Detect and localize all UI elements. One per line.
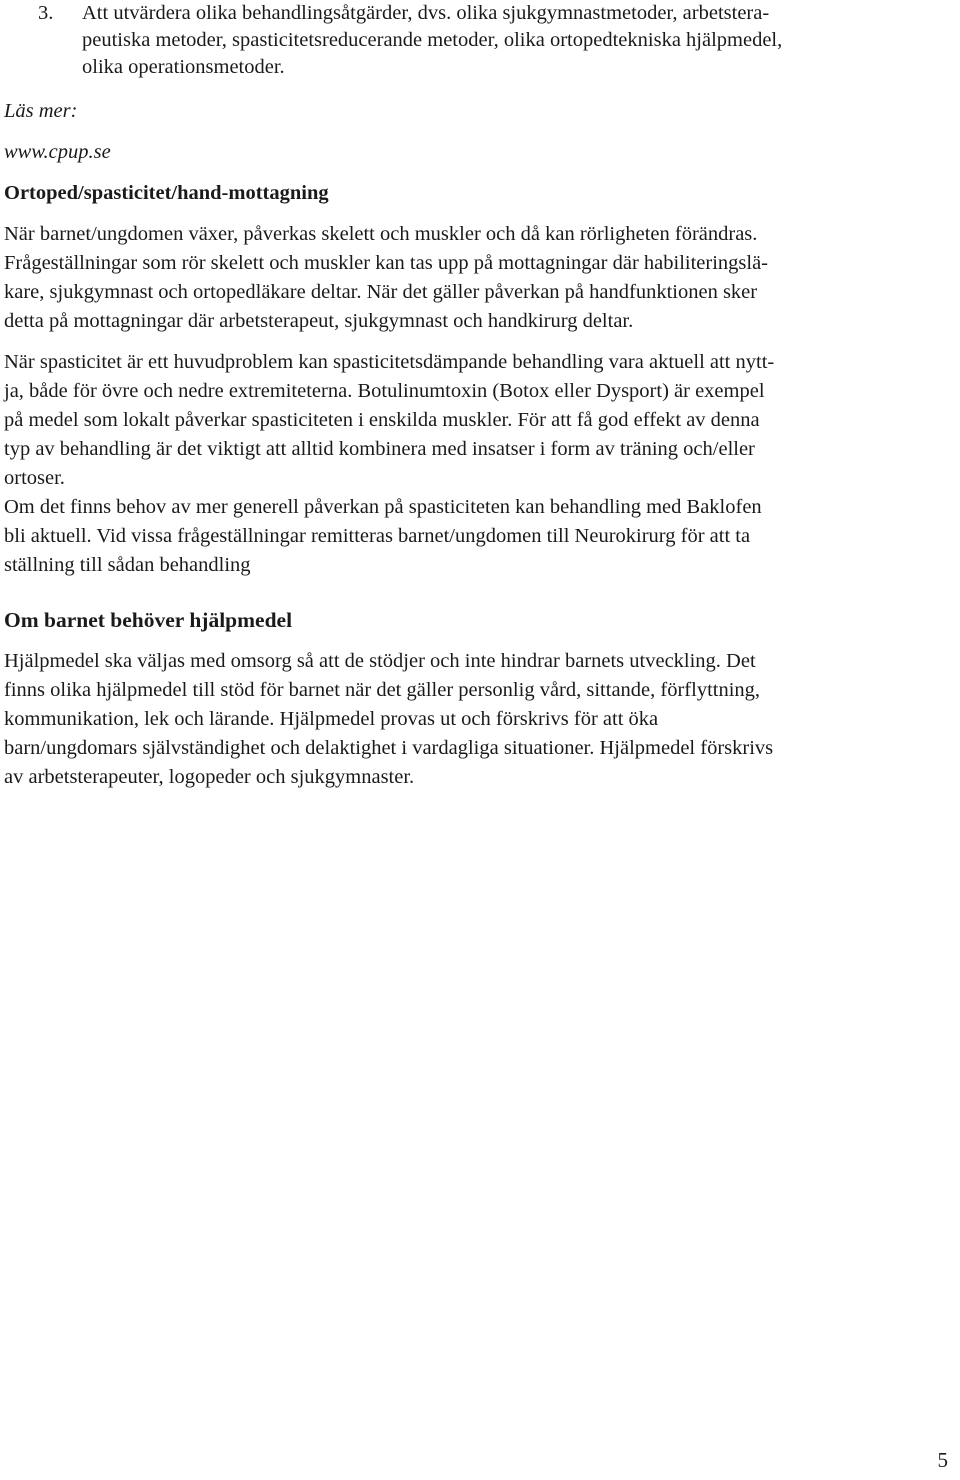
text-line: När barnet/ungdomen växer, påverkas skelett och muskler och då kan rörligheten förändras. [4, 223, 758, 245]
text-line: typ av behandling är det viktigt att alltid kombinera med insatser i form av träning och/eller [4, 438, 755, 460]
list-item-line: Att utvärdera olika behandlingsåtgärder, dvs. olika sjukgymnastmetoder, arbetstera- [82, 2, 770, 24]
text-line: ja, både för övre och nedre extremiteterna. Botulinumtoxin (Botox eller Dysport) är exempel [4, 380, 765, 402]
text-line: kommunikation, lek och lärande. Hjälpmedel provas ut och förskrivs för att öka [4, 708, 659, 730]
text-line: Om det finns behov av mer generell påverkan på spasticiteten kan behandling med Baklofen [4, 496, 762, 518]
list-item-line: peutiska metoder, spasticitetsreducerande metoder, olika ortopedtekniska hjälpmedel, [82, 29, 783, 51]
read-more-label: Läs mer: [4, 100, 78, 122]
text-line: ställning till sådan behandling [4, 554, 251, 576]
text-line: bli aktuell. Vid vissa frågeställningar remitteras barnet/ungdomen till Neurokirurg för att ta [4, 525, 751, 547]
page-number: 5 [937, 1448, 948, 1472]
text-line: av arbetsterapeuter, logopeder och sjukgymnaster. [4, 766, 415, 788]
paragraph-hjalpmedel [4, 647, 955, 792]
text-line: Frågeställningar som rör skelett och muskler kan tas upp på mottagningar där habiliteringslä- [4, 252, 768, 274]
text-line: detta på mottagningar där arbetsterapeut, sjukgymnast och handkirurg deltar. [4, 310, 634, 332]
list-item-line: olika operationsmetoder. [82, 56, 285, 78]
text-line: ortoser. [4, 467, 65, 489]
text-line: finns olika hjälpmedel till stöd för barnet när det gäller personlig vård, sittande, förflyttning, [4, 679, 761, 701]
paragraph-ortoped-1 [4, 220, 955, 336]
paragraph-ortoped-3 [4, 493, 955, 580]
list-item-3 [38, 0, 958, 90]
read-more-link[interactable]: www.cpup.se [4, 141, 111, 163]
section-heading-hjalpmedel: Om barnet behöver hjälpmedel [4, 608, 293, 632]
text-line: Hjälpmedel ska väljas med omsorg så att de stödjer och inte hindrar barnets utveckling. Det [4, 650, 756, 672]
section-heading-ortoped: Ortoped/spasticitet/hand-mottagning [4, 182, 329, 204]
text-line: på medel som lokalt påverkar spasticiteten i enskilda muskler. För att få god effekt av denna [4, 409, 760, 431]
text-line: barn/ungdomars självständighet och delaktighet i vardagliga situationer. Hjälpmedel förskrivs [4, 737, 774, 759]
paragraph-ortoped-2 [4, 348, 955, 493]
list-number: 3. [38, 2, 54, 24]
text-line: kare, sjukgymnast och ortopedläkare deltar. När det gäller påverkan på handfunktionen sker [4, 281, 758, 303]
text-line: När spasticitet är ett huvudproblem kan spasticitetsdämpande behandling vara aktuell att nytt- [4, 351, 775, 373]
